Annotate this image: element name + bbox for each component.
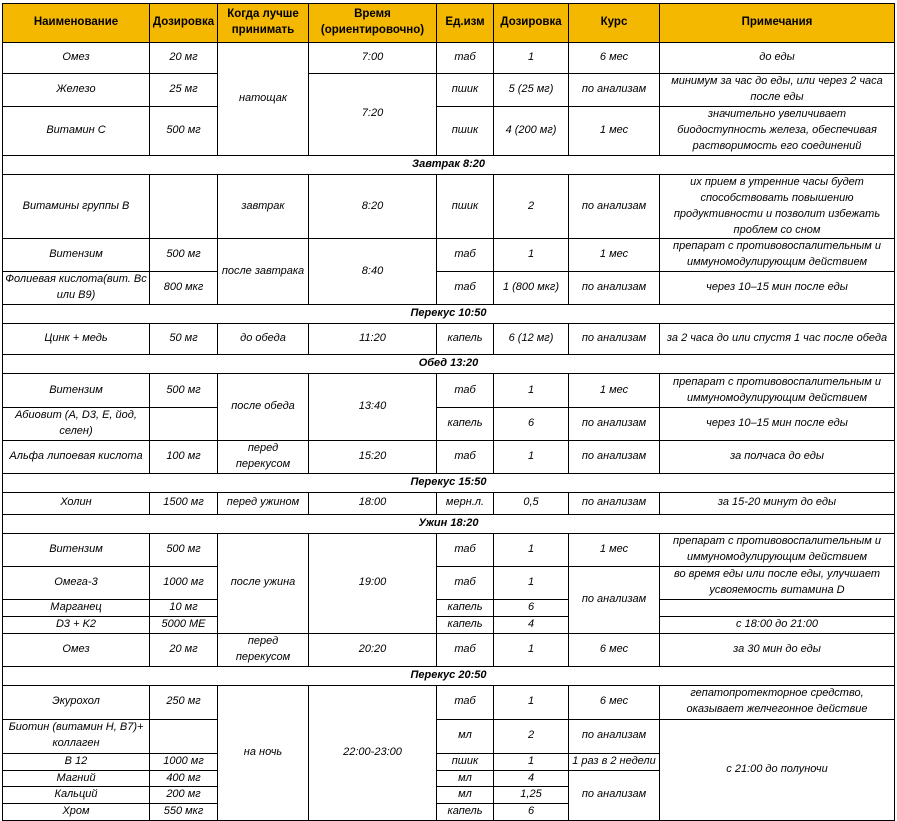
cell-course: 1 мес (569, 533, 660, 566)
cell-quantity: 2 (494, 174, 569, 239)
cell-unit: капель (437, 324, 494, 355)
header-quantity: Дозировка (494, 4, 569, 43)
cell-course: 6 мес (569, 633, 660, 666)
cell-quantity: 6 (494, 599, 569, 616)
cell-note: через 10–15 мин после еды (660, 408, 895, 441)
cell-note: препарат с противовоспалительным и иммуномодулирующим действием (660, 239, 895, 272)
cell-course: по анализам (569, 770, 660, 821)
header-time: Время (ориентировочно) (309, 4, 437, 43)
cell-name: Омез (3, 43, 150, 74)
cell-name: Холин (3, 492, 150, 514)
header-notes: Примечания (660, 4, 895, 43)
table-row (3, 685, 895, 719)
cell-when: завтрак (218, 174, 309, 239)
cell-name: Цинк + медь (3, 324, 150, 355)
section-row (3, 355, 895, 374)
cell-course: по анализам (569, 441, 660, 474)
cell-name: Магний (3, 770, 150, 787)
cell-dose (150, 408, 218, 441)
cell-unit: пшик (437, 106, 494, 155)
cell-quantity: 1 (494, 685, 569, 719)
cell-dose: 800 мкг (150, 272, 218, 305)
table-row (3, 566, 895, 599)
table-row (3, 74, 895, 107)
table-row (3, 633, 895, 666)
cell-when: до обеда (218, 324, 309, 355)
cell-course: 1 раз в 2 недели (569, 753, 660, 770)
cell-dose: 500 мг (150, 374, 218, 408)
cell-time: 8:20 (309, 174, 437, 239)
cell-note: за 2 часа до или спустя 1 час после обеда (660, 324, 895, 355)
cell-note: препарат с противовоспалительным и иммуномодулирующим действием (660, 374, 895, 408)
cell-name: Железо (3, 74, 150, 107)
section-row (3, 305, 895, 324)
cell-time: 11:20 (309, 324, 437, 355)
cell-when: перед перекусом (218, 441, 309, 474)
section-title: Перекус 15:50 (3, 473, 895, 492)
cell-time: 8:40 (309, 239, 437, 305)
header-unit: Ед.изм (437, 4, 494, 43)
cell-dose (150, 174, 218, 239)
cell-dose: 20 мг (150, 43, 218, 74)
cell-dose: 400 мг (150, 770, 218, 787)
cell-quantity: 5 (25 мг) (494, 74, 569, 107)
cell-note: с 21:00 до полуночи (660, 719, 895, 821)
cell-note: за полчаса до еды (660, 441, 895, 474)
section-row (3, 473, 895, 492)
cell-unit: капель (437, 599, 494, 616)
cell-note: минимум за час до еды, или через 2 часа после еды (660, 74, 895, 107)
cell-unit: таб (437, 374, 494, 408)
cell-quantity: 1 (494, 441, 569, 474)
section-title: Перекус 20:50 (3, 666, 895, 685)
cell-quantity: 4 (200 мг) (494, 106, 569, 155)
cell-when: перед ужином (218, 492, 309, 514)
cell-unit: пшик (437, 74, 494, 107)
cell-name: Витензим (3, 239, 150, 272)
table-row (3, 174, 895, 239)
cell-time: 19:00 (309, 533, 437, 633)
cell-quantity: 1 (494, 566, 569, 599)
cell-unit: капель (437, 616, 494, 633)
cell-unit: пшик (437, 753, 494, 770)
cell-note: через 10–15 мин после еды (660, 272, 895, 305)
header-when: Когда лучше принимать (218, 4, 309, 43)
cell-dose: 1000 мг (150, 566, 218, 599)
section-row (3, 666, 895, 685)
cell-note: за 30 мин до еды (660, 633, 895, 666)
cell-time: 22:00-23:00 (309, 685, 437, 821)
table-row (3, 272, 895, 305)
cell-time: 7:20 (309, 74, 437, 156)
cell-name: Омез (3, 633, 150, 666)
section-title: Ужин 18:20 (3, 514, 895, 533)
cell-course: 6 мес (569, 43, 660, 74)
cell-note (660, 599, 895, 616)
cell-name: Кальций (3, 787, 150, 804)
cell-note: во время еды или после еды, улучшает усвояемость витамина D (660, 566, 895, 599)
cell-unit: таб (437, 533, 494, 566)
cell-dose: 1000 мг (150, 753, 218, 770)
cell-time: 20:20 (309, 633, 437, 666)
cell-unit: пшик (437, 174, 494, 239)
cell-quantity: 6 (494, 804, 569, 821)
cell-unit: мерн.л. (437, 492, 494, 514)
table-row (3, 599, 895, 616)
cell-when: перед перекусом (218, 633, 309, 666)
cell-name: Биотин (витамин Н, В7)+ коллаген (3, 719, 150, 753)
cell-course: 6 мес (569, 685, 660, 719)
cell-dose: 550 мкг (150, 804, 218, 821)
cell-unit: мл (437, 787, 494, 804)
cell-quantity: 1 (494, 633, 569, 666)
cell-name: D3 + K2 (3, 616, 150, 633)
cell-course: 1 мес (569, 374, 660, 408)
cell-note: их прием в утренние часы будет способствовать повышению продуктивности и позволит избежать проблем со сном (660, 174, 895, 239)
cell-course: по анализам (569, 74, 660, 107)
cell-unit: таб (437, 685, 494, 719)
cell-dose: 1500 мг (150, 492, 218, 514)
table-row (3, 719, 895, 753)
cell-unit: мл (437, 770, 494, 787)
table-row (3, 408, 895, 441)
cell-course: 1 мес (569, 106, 660, 155)
table-row (3, 492, 895, 514)
cell-quantity: 1,25 (494, 787, 569, 804)
cell-name: Витамины группы В (3, 174, 150, 239)
header-row (3, 4, 895, 43)
table-row (3, 616, 895, 633)
cell-name: Марганец (3, 599, 150, 616)
cell-name: В 12 (3, 753, 150, 770)
cell-dose: 10 мг (150, 599, 218, 616)
cell-name: Омега-3 (3, 566, 150, 599)
cell-name: Альфа липоевая кислота (3, 441, 150, 474)
cell-dose: 5000 МЕ (150, 616, 218, 633)
cell-quantity: 1 (494, 753, 569, 770)
cell-note: с 18:00 до 21:00 (660, 616, 895, 633)
cell-unit: таб (437, 441, 494, 474)
cell-unit: таб (437, 43, 494, 74)
header-name: Наименование (3, 4, 150, 43)
cell-when: натощак (218, 43, 309, 156)
cell-when: после завтрака (218, 239, 309, 305)
cell-when: на ночь (218, 685, 309, 821)
cell-dose: 100 мг (150, 441, 218, 474)
section-row (3, 514, 895, 533)
cell-quantity: 6 (494, 408, 569, 441)
cell-unit: таб (437, 633, 494, 666)
cell-quantity: 1 (800 мкг) (494, 272, 569, 305)
cell-dose: 50 мг (150, 324, 218, 355)
cell-when: после ужина (218, 533, 309, 633)
cell-unit: капель (437, 408, 494, 441)
section-row (3, 155, 895, 174)
cell-quantity: 2 (494, 719, 569, 753)
section-title: Завтрак 8:20 (3, 155, 895, 174)
header-dose: Дозировка (150, 4, 218, 43)
cell-time: 7:00 (309, 43, 437, 74)
cell-dose: 200 мг (150, 787, 218, 804)
cell-unit: таб (437, 566, 494, 599)
cell-dose: 250 мг (150, 685, 218, 719)
cell-name: Витамин С (3, 106, 150, 155)
cell-course: по анализам (569, 324, 660, 355)
cell-unit: мл (437, 719, 494, 753)
cell-note: за 15-20 минут до еды (660, 492, 895, 514)
cell-course: по анализам (569, 174, 660, 239)
cell-quantity: 0,5 (494, 492, 569, 514)
cell-note: значительно увеличивает биодоступность железа, обеспечивая растворимость его соединений (660, 106, 895, 155)
header-course: Курс (569, 4, 660, 43)
cell-course: по анализам (569, 719, 660, 753)
cell-quantity: 6 (12 мг) (494, 324, 569, 355)
cell-quantity: 1 (494, 374, 569, 408)
cell-quantity: 4 (494, 770, 569, 787)
cell-name: Витензим (3, 533, 150, 566)
table-row (3, 43, 895, 74)
cell-course: по анализам (569, 492, 660, 514)
cell-name: Хром (3, 804, 150, 821)
cell-dose (150, 719, 218, 753)
cell-unit: таб (437, 239, 494, 272)
cell-note: гепатопротекторное средство, оказывает желчегонное действие (660, 685, 895, 719)
cell-course: по анализам (569, 566, 660, 633)
cell-unit: капель (437, 804, 494, 821)
cell-course: по анализам (569, 408, 660, 441)
cell-dose: 500 мг (150, 533, 218, 566)
cell-time: 15:20 (309, 441, 437, 474)
cell-unit: таб (437, 272, 494, 305)
cell-time: 18:00 (309, 492, 437, 514)
cell-time: 13:40 (309, 374, 437, 441)
table-row (3, 441, 895, 474)
cell-note: до еды (660, 43, 895, 74)
cell-note: препарат с противовоспалительным и иммуномодулирующим действием (660, 533, 895, 566)
cell-dose: 20 мг (150, 633, 218, 666)
table-row (3, 374, 895, 408)
cell-dose: 25 мг (150, 74, 218, 107)
cell-name: Экурохол (3, 685, 150, 719)
cell-dose: 500 мг (150, 239, 218, 272)
cell-name: Фолиевая кислота(вит. Вс или В9) (3, 272, 150, 305)
table-row (3, 533, 895, 566)
cell-quantity: 4 (494, 616, 569, 633)
cell-course: 1 мес (569, 239, 660, 272)
supplement-schedule-table (2, 3, 895, 821)
section-title: Перекус 10:50 (3, 305, 895, 324)
cell-name: Витензим (3, 374, 150, 408)
table-row (3, 106, 895, 155)
cell-name: Абиовит (A, D3, E, йод, селен) (3, 408, 150, 441)
cell-dose: 500 мг (150, 106, 218, 155)
cell-course: по анализам (569, 272, 660, 305)
cell-quantity: 1 (494, 239, 569, 272)
table-row (3, 239, 895, 272)
cell-when: после обеда (218, 374, 309, 441)
cell-quantity: 1 (494, 43, 569, 74)
cell-quantity: 1 (494, 533, 569, 566)
section-title: Обед 13:20 (3, 355, 895, 374)
table-row (3, 324, 895, 355)
